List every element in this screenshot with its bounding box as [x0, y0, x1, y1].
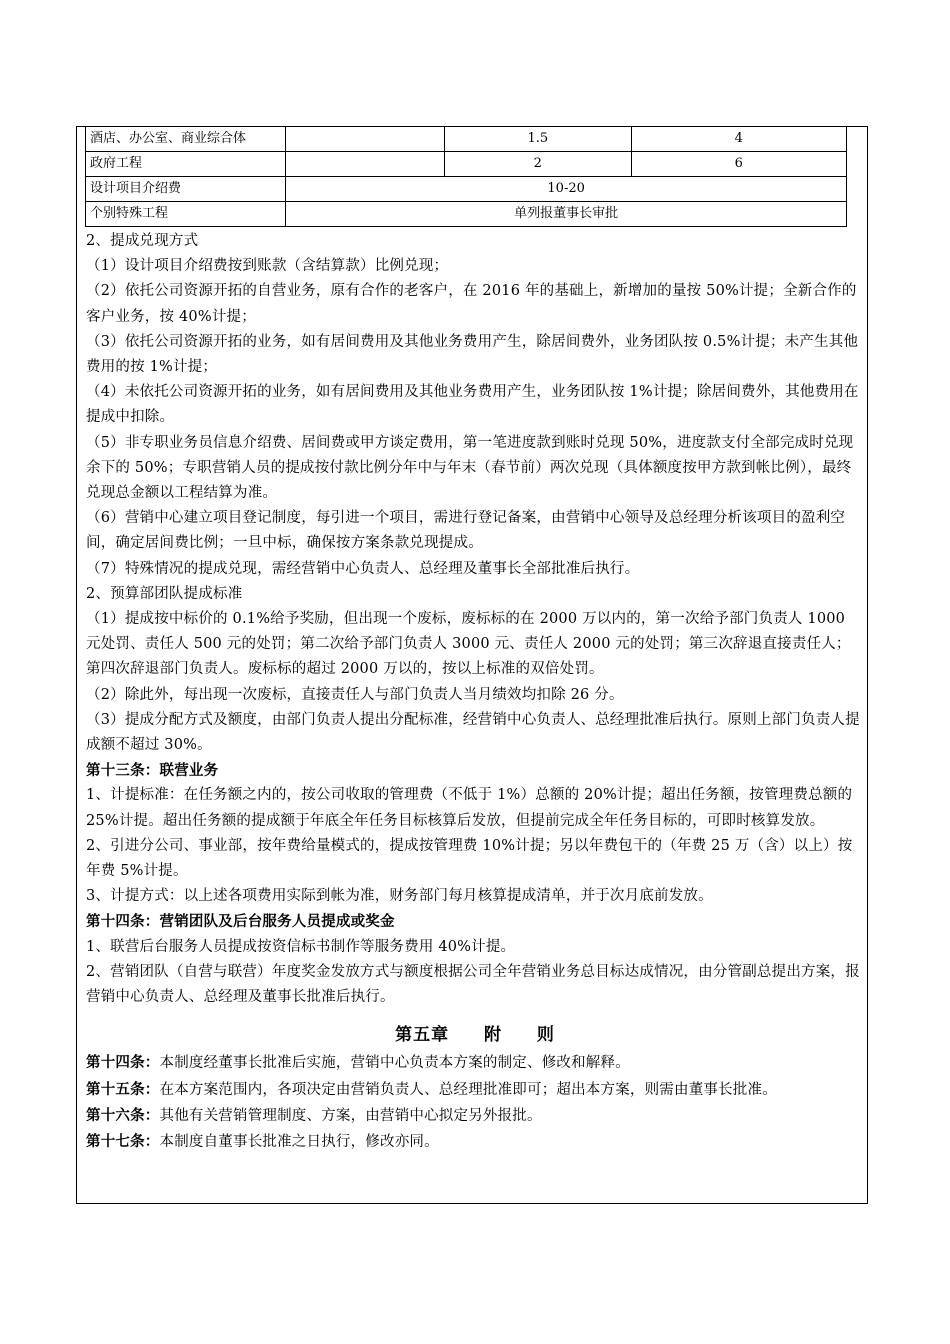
- table-cell: 1.5: [445, 127, 632, 152]
- list-item: 1、联营后台服务人员提成按资信标书制作等服务费用 40%计提。: [86, 938, 516, 955]
- table-cell: 4: [631, 127, 846, 152]
- chapter-word: 则: [536, 1025, 555, 1046]
- article-label: 第十七条：: [86, 1132, 160, 1150]
- table-row: [86, 127, 847, 152]
- article-heading: 第十三条：联营业务: [86, 762, 219, 780]
- article-paragraph: [86, 1050, 864, 1076]
- section-heading: 2、预算部团队提成标准: [86, 585, 243, 602]
- chapter-title: [86, 1020, 864, 1050]
- list-item: 1、计提标准：在任务额之内的，按公司收取的管理费（不低于 1%）总额的 20%计提；超出任务额，按管理费总额的 25%计提。超出任务额的提成额于年底全年任务目标核算后发放，但提前完成全年任务目标的，可即时核算发放。: [86, 787, 853, 829]
- table-row: [86, 152, 847, 177]
- article-text: 其他有关营销管理制度、方案，由营销中心拟定另外报批。: [159, 1107, 542, 1124]
- article-heading: 第十四条：营销团队及后台服务人员提成或奖金: [86, 913, 395, 931]
- article-text: 在本方案范围内，各项决定由营销负责人、总经理批准即可；超出本方案，则需由董事长批准。: [159, 1081, 777, 1098]
- document-body: [86, 229, 864, 1155]
- article-label: 第十六条：: [86, 1106, 160, 1124]
- table-row: [86, 202, 847, 227]
- article-label: 第十五条：: [86, 1080, 160, 1098]
- table-cell: 单列报董事长审批: [286, 202, 847, 227]
- table-cell: 政府工程: [86, 152, 286, 177]
- table-cell: [286, 127, 445, 152]
- table-cell: [286, 152, 445, 177]
- article-text: 本制度经董事长批准后实施，营销中心负责本方案的制定、修改和解释。: [159, 1055, 630, 1072]
- list-item: （6）营销中心建立项目登记制度，每引进一个项目，需进行登记备案，由营销中心领导及总经理分析该项目的盈利空间，确定居间费比例；一旦中标，确保按方案条款兑现提成。: [86, 510, 846, 552]
- table-cell: 设计项目介绍费: [86, 177, 286, 202]
- table-cell: 酒店、办公室、商业综合体: [86, 127, 286, 152]
- list-item: （3）依托公司资源开拓的业务，如有居间费用及其他业务费用产生，除居间费外，业务团队按 0.5%计提；未产生其他费用的按 1%计提；: [86, 333, 859, 376]
- list-item: （3）提成分配方式及额度，由部门负责人提出分配标准，经营销中心负责人、总经理批准后执行。原则上部门负责人提成额不超过 30%。: [86, 711, 860, 754]
- list-item: （4）未依托公司资源开拓的业务，如有居间费用及其他业务费用产生，业务团队按 1%计提；除居间费外，其他费用在提成中扣除。: [86, 384, 859, 426]
- table-cell: 10-20: [286, 177, 847, 202]
- list-item: （1）设计项目介绍费按到账款（含结算款）比例兑现；: [86, 258, 449, 275]
- article-paragraph: [86, 1103, 864, 1129]
- table-cell: 个别特殊工程: [86, 202, 286, 227]
- list-item: 2、营销团队（自营与联营）年度奖金发放方式与额度根据公司全年营销业务总目标达成情况，由分管副总提出方案，报营销中心负责人、总经理及董事长批准后执行。: [86, 963, 860, 1006]
- list-item: （1）提成按中标价的 0.1%给予奖励，但出现一个废标，废标标的在 2000 万以内的，第一次给予部门负责人 1000 元处罚、责任人 500 元的处罚；第二次给予部门负责人 3000 元、责任人 2000 元的处罚；第三次辞退直接责任人；第四次辞退部门负责人。废标标的超过 2000 万以的，按以上标准的双倍处罚。: [86, 611, 851, 678]
- list-item: （5）非专职业务员信息介绍费、居间费或甲方谈定费用，第一笔进度款到账时兑现 50%，进度款支付全部完成时兑现余下的 50%；专职营销人员的提成按付款比例分年中与年末（春节前）两次兑现（具体额度按甲方款到帐比例），最终兑现总金额以工程结算为准。: [86, 434, 854, 502]
- article-label: 第十四条：: [86, 1054, 160, 1072]
- list-item: （7）特殊情况的提成兑现，需经营销中心负责人、总经理及董事长全部批准后执行。: [86, 560, 640, 577]
- article-text: 本制度自董事长批准之日执行，修改亦同。: [159, 1133, 439, 1150]
- chapter-number: 第五章: [395, 1025, 450, 1046]
- table-cell: 6: [631, 152, 846, 177]
- list-item: （2）除此外，每出现一次废标，直接责任人与部门负责人当月绩效均扣除 26 分。: [86, 686, 624, 703]
- commission-rate-table: [85, 126, 847, 227]
- table-row: [86, 177, 847, 202]
- chapter-word: 附: [484, 1025, 502, 1046]
- list-item: （2）依托公司资源开拓的自营业务，原有合作的老客户，在 2016 年的基础上，新增加的量按 50%计提；全新合作的客户业务，按 40%计提；: [86, 283, 857, 325]
- list-item: 2、引进分公司、事业部，按年费给量模式的，提成按管理费 10%计提；另以年费包干的（年费 25 万（含）以上）按年费 5%计提。: [86, 837, 853, 880]
- list-item: 3、计提方式：以上述各项费用实际到帐为准，财务部门每月核算提成清单，并于次月底前发放。: [86, 888, 713, 905]
- article-paragraph: [86, 1077, 864, 1103]
- section-heading: 2、提成兑现方式: [86, 233, 199, 249]
- article-paragraph: [86, 1129, 864, 1155]
- table-cell: 2: [445, 152, 632, 177]
